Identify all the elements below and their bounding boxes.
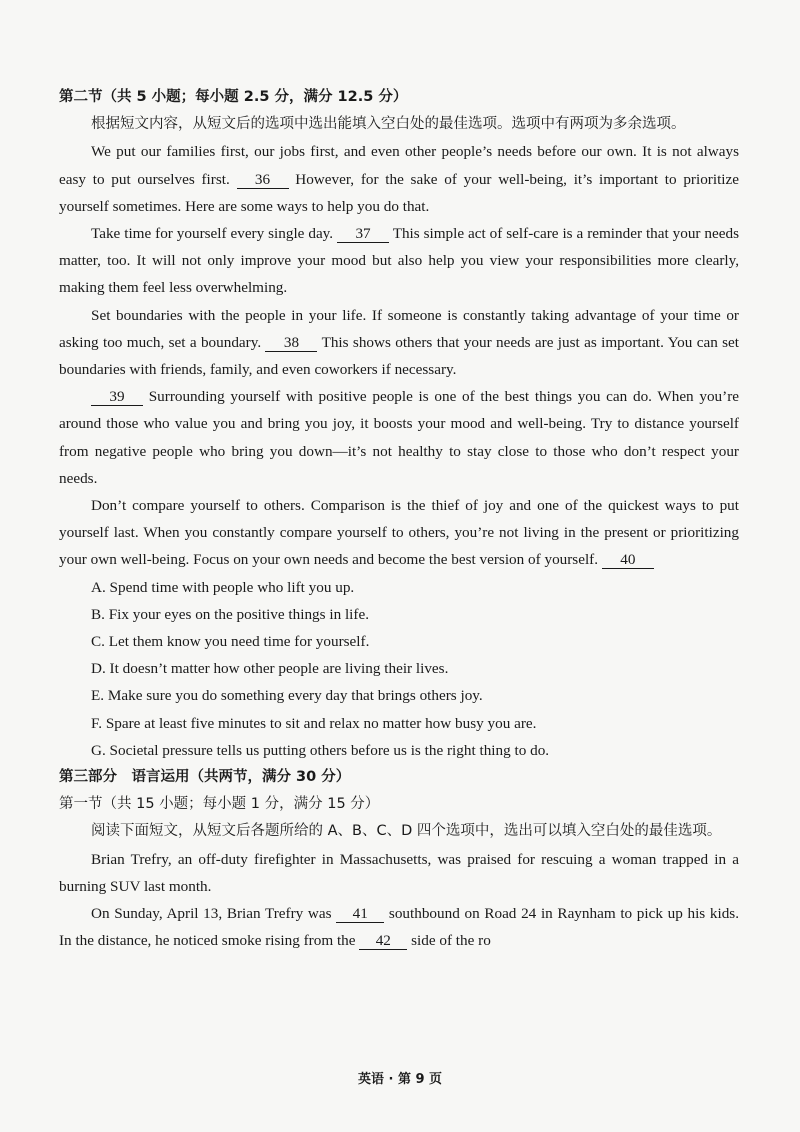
blank-38: 38 (265, 334, 317, 352)
option-b: B. Fix your eyes on the positive things in life. (91, 605, 369, 623)
part3-instruction: 阅读下面短文，从短文后各题所给的 A、B、C、D 四个选项中，选出可以填入空白处的最佳选项。 (91, 823, 722, 840)
passage-paragraph-5: Don’t compare yourself to others. Comparison is the thief of joy and one of the quickest ways to put yourself last. When you constantly compare yourself to others, you’re not living in the present or prioritizing your own well-being. Focus on your own needs and become the best version of yourself. 40 (59, 497, 739, 569)
passage-paragraph-4: 39 Surrounding yourself with positive people is one of the best things you can do. When you’re around those who value you and bring you joy, it boosts your mood and well-being. Try to distance yourself from negative people who bring you down—it’s not healthy to stay close to those who don’t respect your needs. (59, 388, 740, 487)
options-list (59, 574, 739, 764)
page-footer: 英语 · 第 9 页 (357, 1072, 443, 1087)
exam-page (59, 84, 739, 955)
passage-paragraph-1: We put our families first, our jobs first, and even other people’s needs before our own. It is not always easy to put ourselves first. 36 However, for the sake of your well-being, it’s important to prioritize yourself sometimes. Here are some ways to help you do that. (59, 143, 739, 215)
section2-instruction: 根据短文内容，从短文后的选项中选出能填入空白处的最佳选项。选项中有两项为多余选项。 (91, 116, 686, 133)
option-c: C. Let them know you need time for yourself. (91, 633, 370, 651)
section2-heading: 第二节（共 5 小题；每小题 2.5 分，满分 12.5 分） (59, 89, 408, 105)
option-e: E. Make sure you do something every day that brings others joy. (91, 687, 483, 705)
blank-36: 36 (237, 171, 289, 189)
cloze-paragraph-1: Brian Trefry, an off-duty firefighter in Massachusetts, was praised for rescuing a woman trapped in a burning SUV last month. (59, 850, 739, 895)
passage-paragraph-2: Take time for yourself every single day. 37 This simple act of self-care is a reminder that your needs matter, too. It will not only improve your mood but also help you view your responsibilities more clearly, making them feel less overwhelming. (59, 225, 739, 297)
option-g: G. Societal pressure tells us putting others before us is the right thing to do. (91, 741, 550, 759)
part3-heading: 第三部分 语言运用（共两节，满分 30 分） (59, 769, 351, 786)
blank-42: 42 (359, 932, 407, 950)
cloze-paragraph-2: On Sunday, April 13, Brian Trefry was 41 southbound on Road 24 in Raynham to pick up his kids. In the distance, he noticed smoke rising from the 42 side of the ro (59, 905, 740, 950)
blank-41: 41 (336, 905, 384, 923)
blank-39: 39 (91, 388, 143, 406)
blank-40: 40 (602, 551, 654, 569)
passage-paragraph-3: Set boundaries with the people in your life. If someone is constantly taking advantage of your time or asking too much, set a boundary. 38 This shows others that your needs are just as important. You can set boundaries with friends, family, and even coworkers if necessary. (59, 306, 740, 379)
part3-section1-heading: 第一节（共 15 小题；每小题 1 分，满分 15 分） (59, 796, 380, 813)
blank-37: 37 (337, 225, 389, 243)
option-a: A. Spend time with people who lift you up. (91, 578, 355, 596)
option-d: D. It doesn’t matter how other people are living their lives. (91, 660, 449, 678)
option-f: F. Spare at least five minutes to sit and relax no matter how busy you are. (91, 714, 537, 732)
